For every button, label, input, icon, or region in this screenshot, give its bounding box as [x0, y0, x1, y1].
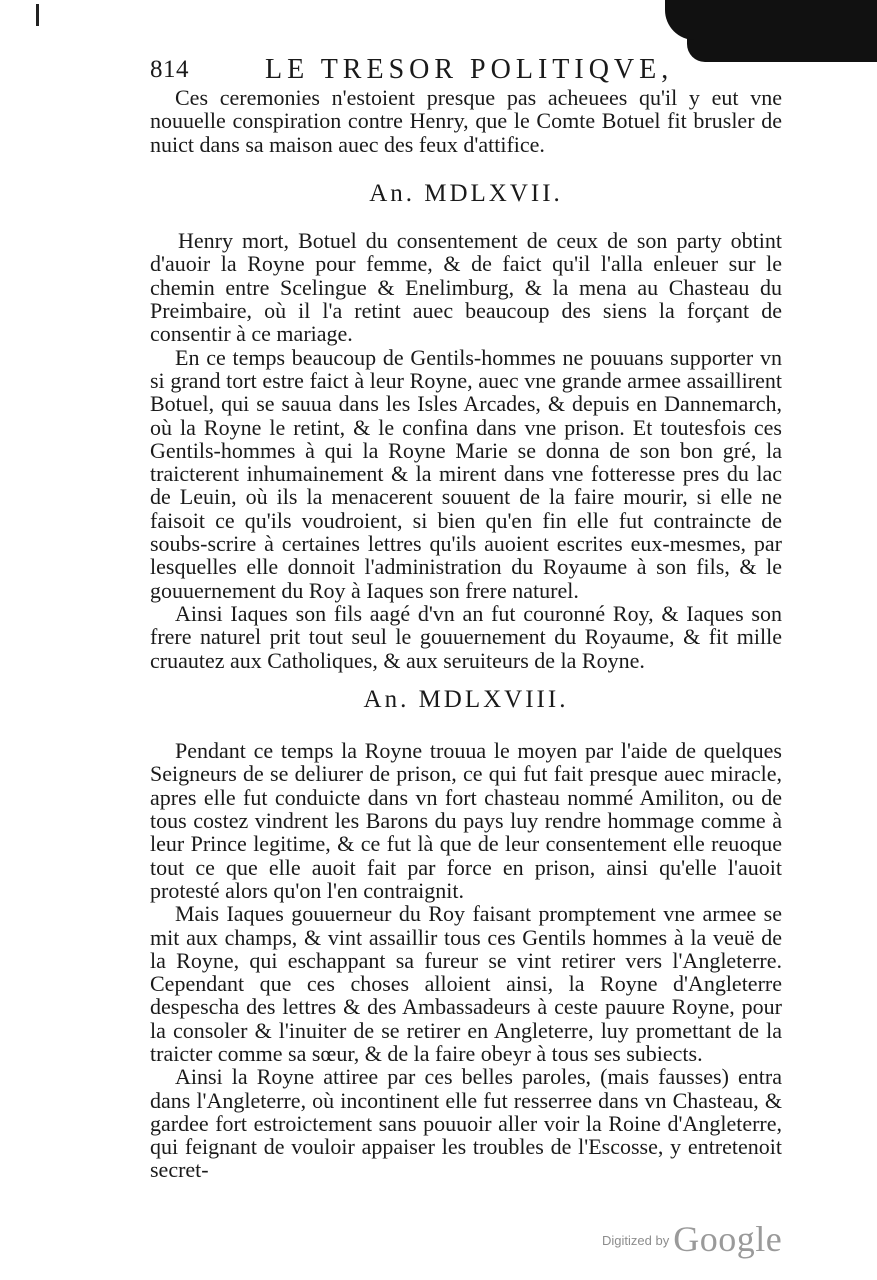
google-logo: Google	[673, 1219, 783, 1259]
digitization-watermark	[602, 1218, 782, 1260]
running-head: LE TRESOR POLITIQVE,	[265, 54, 674, 85]
digitized-by-label: Digitized by	[602, 1233, 670, 1248]
paragraph-5: Pendant ce temps la Royne trouua le moyen par l'aide de quelques Seigneurs de se deliurer de prison, ce qui fut fait presque auec miracle, apres elle fut conduicte dans vn fort chasteau nommé Amiliton, ou de tous costez vindrent les Barons du pays luy rendre hommage comme à leur Prince legitime, & ce fut là que de leur consentement elle reuoque tout ce que elle auoit fait par force en prison, ainsi qu'elle l'auoit protesté alors qu'on l'en contraignit.	[150, 738, 782, 903]
scan-edge-mark	[36, 4, 39, 26]
paragraph-6: Mais Iaques gouuerneur du Roy faisant promptement vne armee se mit aux champs, & vint assaillir tous ces Gentils hommes à la veuë de la Royne, qui eschappant sa fureur se vint retirer vers l'Angleterre. Cependant que ces choses alloient ainsi, la Royne d'Angleterre despescha des lettres & des Ambassadeurs à ceste pauure Royne, pour la consoler & l'inuiter de se retirer en Angleterre, luy promettant de la traicter comme sa sœur, & de la faire obeyr à tous ses subiects.	[150, 901, 782, 1066]
paragraph-1: Ces ceremonies n'estoient presque pas acheuees qu'il y eut vne nouuelle conspiration contre Henry, que le Comte Botuel fit brusler de nuict dans sa maison auec des feux d'attifice.	[150, 85, 782, 157]
paragraph-4: Ainsi Iaques son fils aagé d'vn an fut couronné Roy, & Iaques son frere naturel prit tout seul le gouuernement du Royaume, & fit mille cruautez aux Catholiques, & aux seruiteurs de la Royne.	[150, 600, 782, 673]
main-text	[150, 86, 782, 1182]
paragraph-7: Ainsi la Royne attiree par ces belles paroles, (mais fausses) entra dans l'Angleterre, où incontinent elle fut resserree dans vn Chasteau, & gardee fort estroictement sans pouuoir aller voir la Roine d'Angleterre, qui feignant de vouloir appaiser les troubles de l'Escosse, y entretenoit secret-	[150, 1064, 782, 1183]
paragraph-3: En ce temps beaucoup de Gentils-hommes ne pouuans supporter vn si grand tort estre faict à leur Royne, auec vne grande armee assaillirent Botuel, qui se sauua dans les Isles Arcades, & depuis en Dannemarch, où la Royne le retint, & le confina dans vne prison. Et toutesfois ces Gentils-hommes à qui la Royne Marie se donna de son bon gré, la traicterent inhumainement & la mirent dans vne fotteresse pres du lac de Leuin, où ils la menacerent souuent de la faire mourir, si elle ne faisoit ce qu'ils voudroient, si bien qu'en fin elle fut contraincte de soubs-scrire à certaines lettres qu'ils auoient escrites eux-mesmes, par lesquelles elle donnoit l'administration du Royaume à son fils, & le gouuernement du Roy à Iaques son frere naturel.	[150, 344, 782, 603]
paragraph-2: Henry mort, Botuel du consentement de ceux de son party obtint d'auoir la Royne pour femme, & de faict qu'il l'alla enleuer sur le chemin entre Scelingue & Enelimburg, & la mena au Chasteau du Preimbaire, où il l'a retint auec beaucoup des siens la forçant de consentir à ce mariage.	[150, 228, 782, 347]
page-header	[150, 56, 710, 88]
year-heading-1567: An. MDLXVII.	[369, 179, 563, 207]
page-number: 814	[150, 56, 189, 83]
year-heading-1568: An. MDLXVIII.	[363, 685, 569, 713]
scan-corner-shadow	[687, 0, 877, 62]
